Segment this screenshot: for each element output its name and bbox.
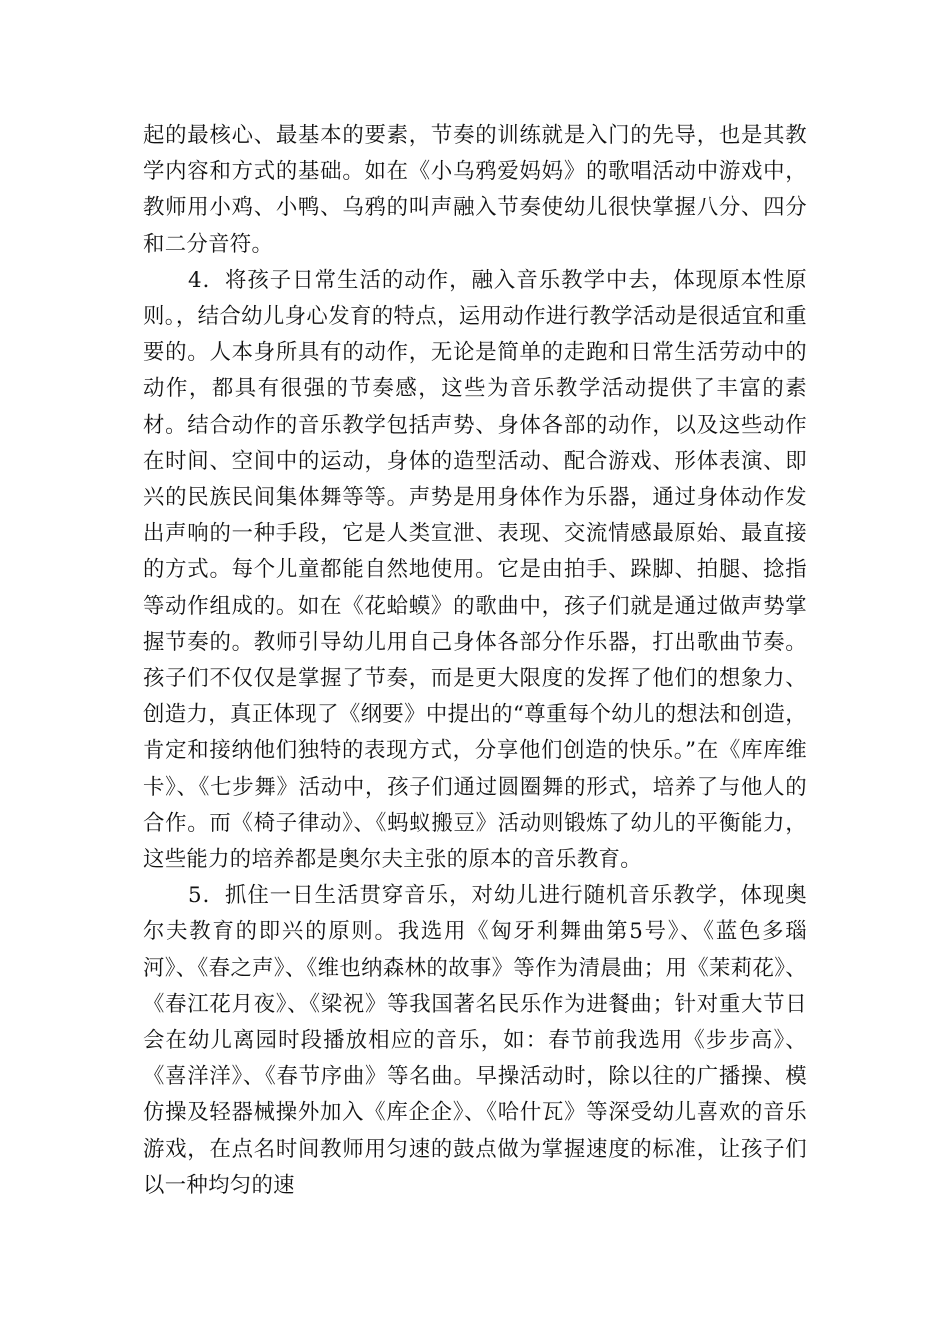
paragraph-item-4: 4．将孩子日常生活的动作，融入音乐教学中去，体现原本性原则。，结合幼儿身心发育的特点，运用动作进行教学活动是很适宜和重要的。人本身所具有的动作，无论是简单的走跑和日常生活劳动中的动作，都具有很强的节奏感，这些为音乐教学活动提供了丰富的素材。结合动作的音乐教学包括声势、身体各部的动作，以及这些动作在时间、空间中的运动，身体的造型活动、配合游戏、形体表演、即兴的民族民间集体舞等等。声势是用身体作为乐器，通过身体动作发出声响的一种手段，它是人类宣泄、表现、交流情感最原始、最直接的方式。每个儿童都能自然地使用。它是由拍手、跺脚、拍腿、捻指等动作组成的。如在《花蛤蟆》的歌曲中，孩子们就是通过做声势掌握节奏的。教师引导幼儿用自己身体各部分作乐器，打出歌曲节奏。孩子们不仅仅是掌握了节奏，而是更大限度的发挥了他们的想象力、创造力，真正体现了《纲要》中提出的“尊重每个幼儿的想法和创造，肯定和接纳他们独特的表现方式，分享他们创造的快乐。”在《库库维卡》、《七步舞》活动中，孩子们通过圆圈舞的形式，培养了与他人的合作。而《椅子律动》、《蚂蚁搬豆》活动则锻炼了幼儿的平衡能力，这些能力的培养都是奥尔夫主张的原本的音乐教育。	[143, 267, 807, 873]
body-text	[143, 118, 807, 1204]
paragraph-item-5: 5．抓住一日生活贯穿音乐，对幼儿进行随机音乐教学，体现奥尔夫教育的即兴的原则。我选用《匈牙利舞曲第5号》、《蓝色多瑙河》、《春之声》、《维也纳森林的故事》等作为清晨曲；用《茉莉花》、《春江花月夜》、《梁祝》等我国著名民乐作为进餐曲；针对重大节日会在幼儿离园时段播放相应的音乐，如：春节前我选用《步步高》、《喜洋洋》、《春节序曲》等名曲。早操活动时，除以往的广播操、模仿操及轻器械操外加入《库企企》、《哈什瓦》等深受幼儿喜欢的音乐游戏，在点名时间教师用匀速的鼓点做为掌握速度的标准，让孩子们以一种均匀的速	[143, 883, 807, 1198]
paragraph-continuation: 起的最核心、最基本的要素，节奏的训练就是入门的先导，也是其教学内容和方式的基础。如在《小乌鸦爱妈妈》的歌唱活动中游戏中，教师用小鸡、小鸭、乌鸦的叫声融入节奏使幼儿很快掌握八分、四分和二分音符。	[143, 123, 807, 257]
